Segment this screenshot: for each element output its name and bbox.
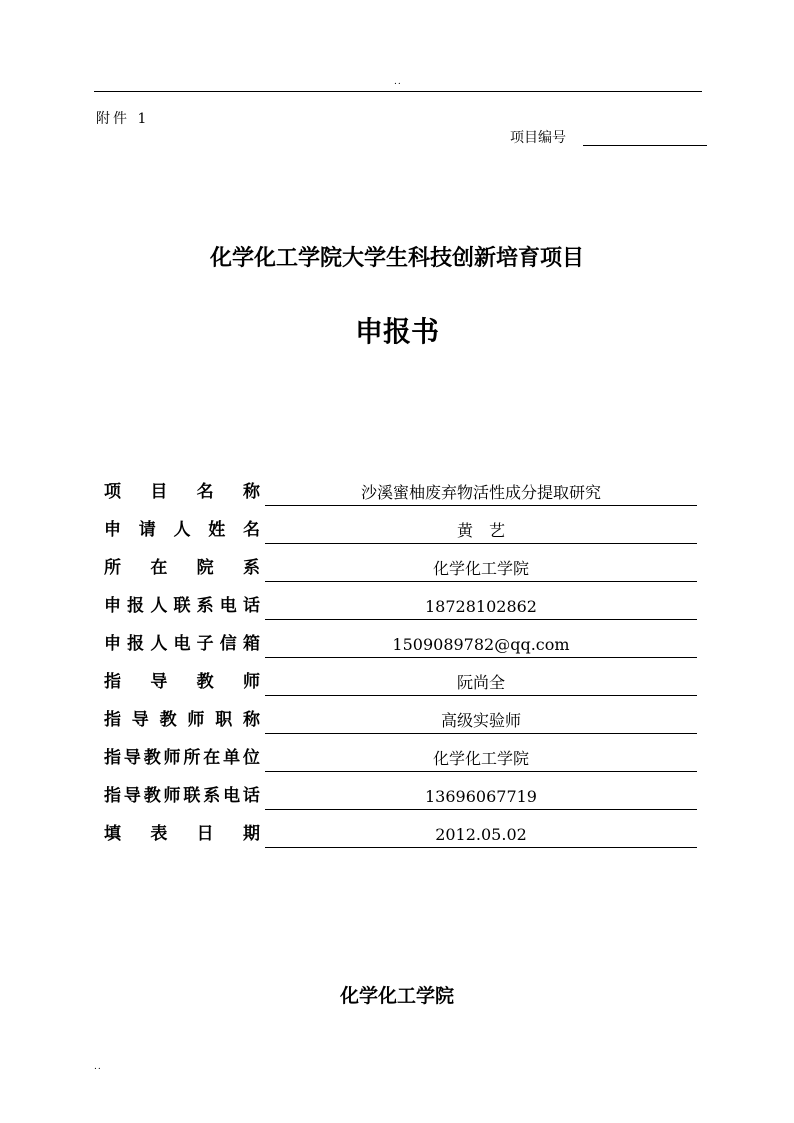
form-row-project-name [104,474,697,512]
form-label: 填 表 日 期 [104,824,260,844]
footer-dots: .. [94,1062,102,1072]
form-row-applicant-name [104,512,697,550]
form-value: 高级实验师 [265,709,697,734]
form-value: 黄 艺 [265,519,697,544]
form-label: 指 导 教 师 所 在 单 位 [104,748,260,768]
header-dots: .. [394,77,402,87]
project-number-label: 项目编号 [510,130,566,146]
form-row-advisor-unit [104,740,697,778]
form-row-fill-date [104,816,697,854]
form-value: 沙溪蜜柚废弃物活性成分提取研究 [265,481,697,506]
form-value: 13696067719 [265,785,697,810]
footer-organization: 化学化工学院 [339,985,454,1007]
form-value: 化学化工学院 [265,747,697,772]
attachment-label: 附件 1 [96,111,150,127]
form-value: 2012.05.02 [265,823,697,848]
form-row-advisor-title [104,702,697,740]
header-rule [94,91,702,92]
form-label: 指 导 教 师 职 称 [104,710,260,730]
form-row-advisor-phone [104,778,697,816]
project-number-blank [583,145,707,146]
form-label: 申 请 人 姓 名 [104,520,260,540]
document-title: 化学化工学院大学生科技创新培育项目 [209,246,584,271]
form-label: 指 导 教 师 [104,672,260,692]
form-label: 申 报 人 联 系 电 话 [104,596,260,616]
form-label: 项 目 名 称 [104,482,260,502]
form-value: 18728102862 [265,595,697,620]
form-row-applicant-phone [104,588,697,626]
form-label: 申 报 人 电 子 信 箱 [104,634,260,654]
form-label: 所 在 院 系 [104,558,260,578]
form-value: 化学化工学院 [265,557,697,582]
form-row-advisor [104,664,697,702]
form-row-department [104,550,697,588]
form-row-applicant-email [104,626,697,664]
form-value: 1509089782@qq.com [265,633,697,658]
form-value: 阮尚全 [265,671,697,696]
form-label: 指 导 教 师 联 系 电 话 [104,786,260,806]
document-subtitle: 申报书 [354,315,439,348]
